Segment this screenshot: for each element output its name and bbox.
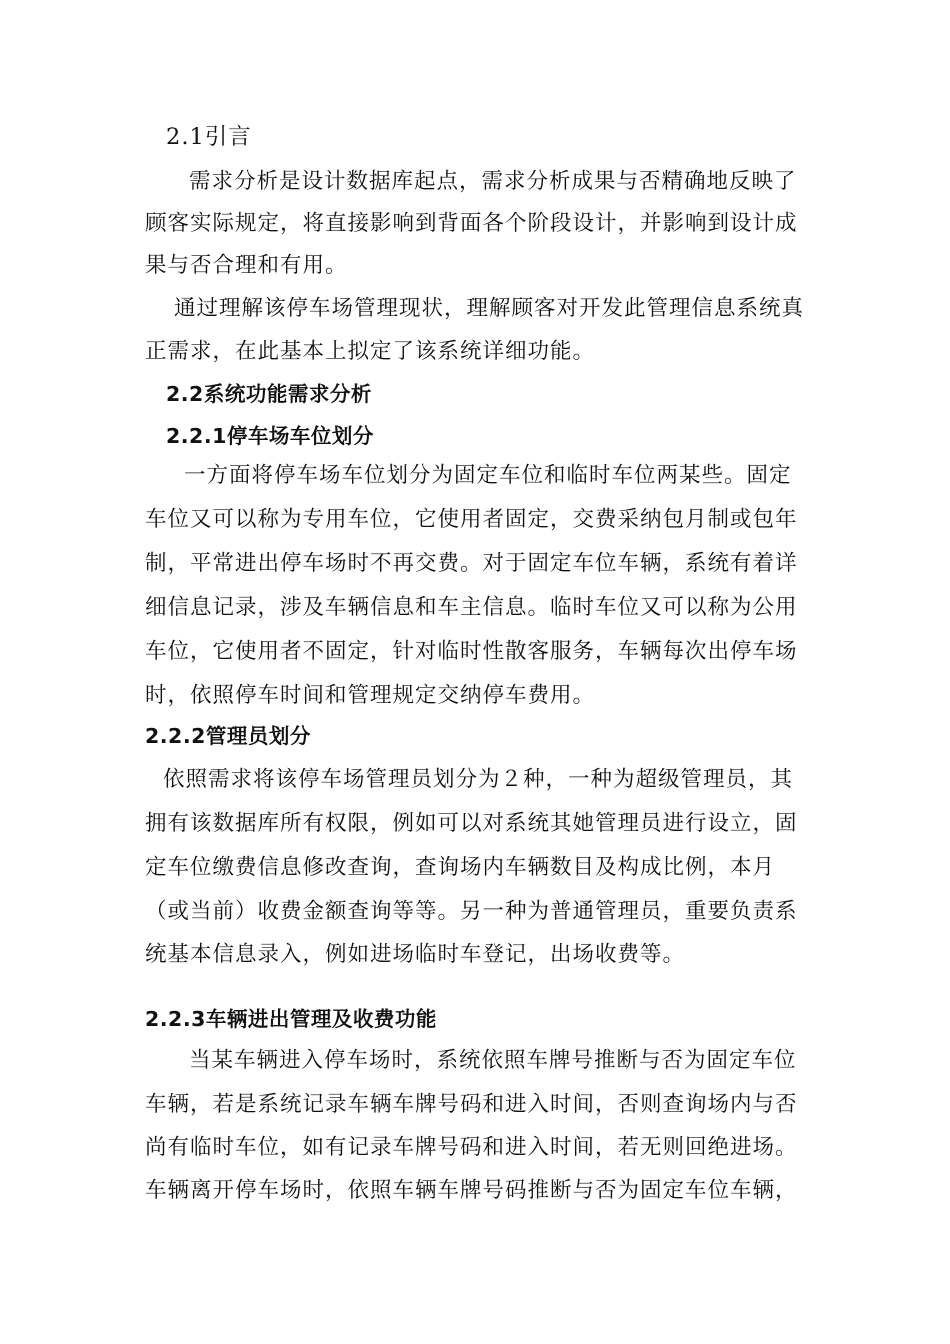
paragraph-line: 当某车辆进入停车场时，系统依照车牌号推断与否为固定车位 [189, 1048, 797, 1073]
paragraph-line: 时，依照停车时间和管理规定交纳停车费用。 [145, 683, 596, 708]
paragraph-line: 通过理解该停车场管理现状，理解顾客对开发此管理信息系统真 [174, 296, 805, 321]
paragraph-line: （或当前）收费金额查询等等。另一种为普通管理员，重要负责系 [145, 899, 798, 924]
paragraph-line: 一方面将停车场车位划分为固定车位和临时车位两某些。固定 [184, 463, 792, 488]
paragraph-line: 依照需求将该停车场管理员划分为２种，一种为超级管理员，其 [163, 767, 794, 792]
paragraph-line: 果与否合理和有用。 [145, 253, 348, 278]
paragraph-line: 细信息记录，涉及车辆信息和车主信息。临时车位又可以称为公用 [145, 595, 798, 620]
heading-2-2-1: 2.2.1停车场车位划分 [166, 424, 374, 448]
paragraph-line: 尚有临时车位，如有记录车牌号码和进入时间，若无则回绝进场。 [145, 1135, 798, 1160]
paragraph-line: 车位又可以称为专用车位，它使用者固定，交费采纳包月制或包年 [145, 507, 798, 532]
paragraph-line: 正需求，在此基本上拟定了该系统详细功能。 [145, 339, 596, 364]
paragraph-line: 统基本信息录入，例如进场临时车登记，出场收费等。 [145, 942, 686, 967]
heading-2-1: 2.1引言 [166, 124, 252, 150]
paragraph-line: 定车位缴费信息修改查询，查询场内车辆数目及构成比例，本月 [145, 855, 776, 880]
paragraph-line: 车辆，若是系统记录车辆车牌号码和进入时间，否则查询场内与否 [145, 1092, 798, 1117]
paragraph-line: 顾客实际规定，将直接影响到背面各个阶段设计，并影响到设计成 [145, 211, 798, 236]
paragraph-line: 车位，它使用者不固定，针对临时性散客服务，车辆每次出停车场 [145, 639, 798, 664]
paragraph-line: 需求分析是设计数据库起点，需求分析成果与否精确地反映了 [189, 169, 797, 194]
paragraph-line: 车辆离开停车场时，依照车辆车牌号码推断与否为固定车位车辆， [145, 1178, 798, 1203]
heading-2-2-3: 2.2.3车辆进出管理及收费功能 [145, 1007, 437, 1031]
paragraph-line: 制，平常进出停车场时不再交费。对于固定车位车辆，系统有着详 [145, 551, 798, 576]
heading-2-2: 2.2系统功能需求分析 [166, 382, 372, 406]
heading-2-2-2: 2.2.2管理员划分 [145, 724, 311, 748]
paragraph-line: 拥有该数据库所有权限，例如可以对系统其她管理员进行设立，固 [145, 811, 798, 836]
